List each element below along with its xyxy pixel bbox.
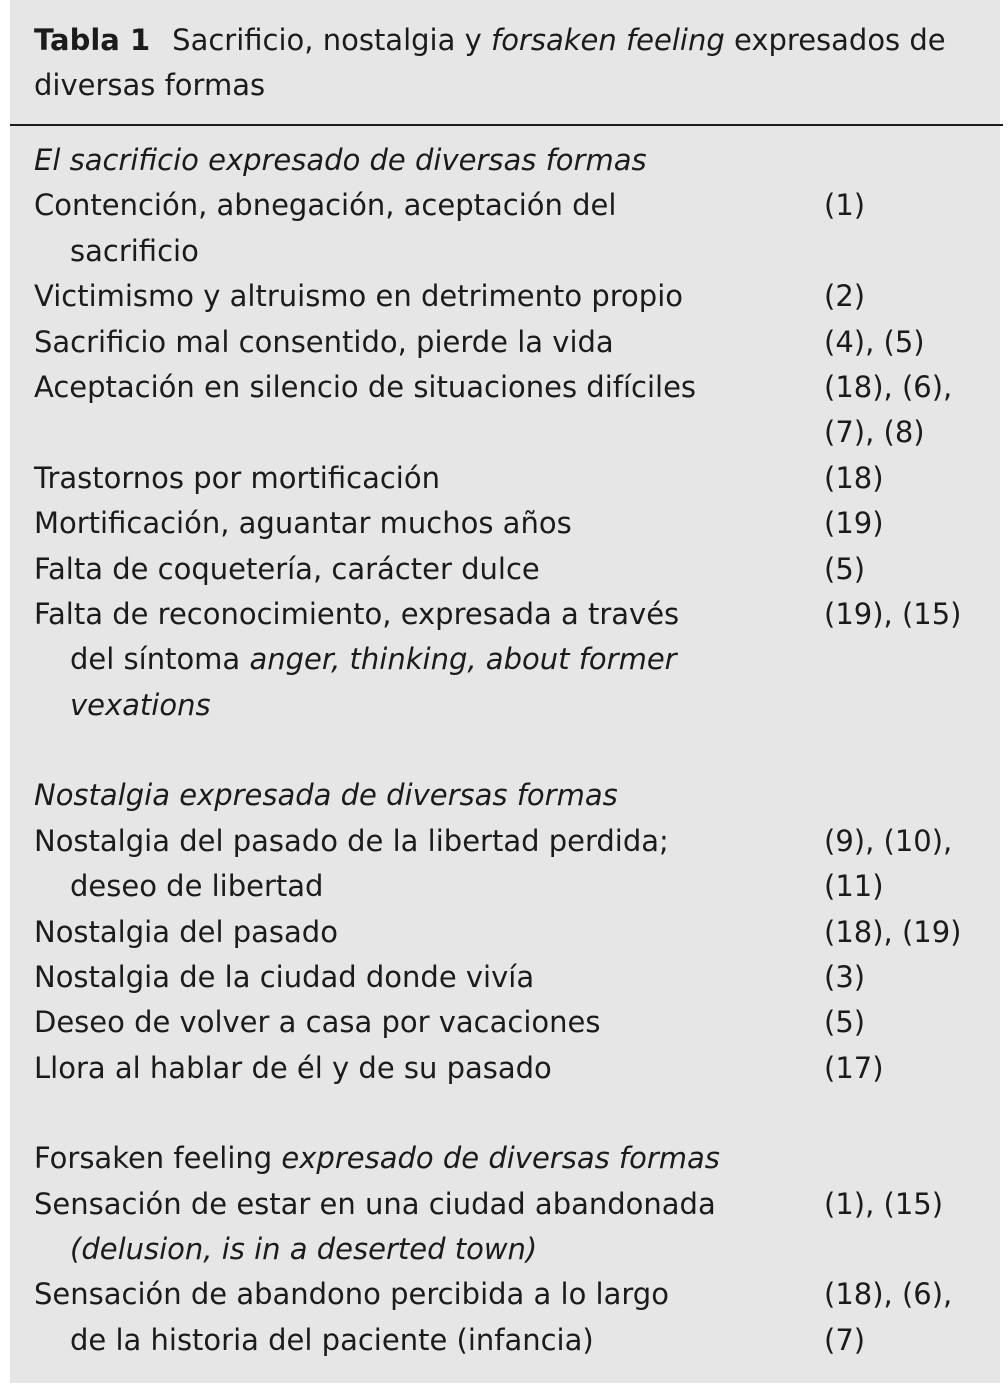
row-references: (1) <box>824 188 866 223</box>
row-description: Sacrificio mal consentido, pierde la vida <box>34 324 614 359</box>
row-description-continued <box>34 637 824 682</box>
row-references: (2) <box>824 279 866 314</box>
row-references: (5) <box>824 1005 866 1040</box>
section-heading-upright: Forsaken feeling <box>34 1141 273 1176</box>
row-description: Contención, abnegación, aceptación del <box>34 188 617 223</box>
row-description: Llora al hablar de él y de su pasado <box>34 1050 552 1085</box>
row-references: (18) <box>824 460 884 495</box>
row-description-italic-continued: (delusion, is in a deserted town) <box>70 1231 538 1266</box>
row-description: Falta de reconocimiento, expresada a través <box>34 597 680 632</box>
row-references: (18), (19) <box>824 914 962 949</box>
table-row <box>34 819 994 910</box>
table-row <box>34 274 994 319</box>
data-table <box>34 138 994 1363</box>
section-heading-sacrificio: El sacrificio expresado de diversas formas <box>34 143 647 177</box>
row-description-plain: del síntoma <box>70 642 250 677</box>
row-description: Nostalgia del pasado <box>34 914 338 949</box>
row-description: Nostalgia de la ciudad donde vivía <box>34 959 535 994</box>
table-row <box>34 365 994 456</box>
header-rule <box>10 124 1003 126</box>
table-row <box>34 183 994 274</box>
section-spacer <box>34 728 994 773</box>
table-row <box>34 1182 994 1273</box>
row-description: Mortificación, aguantar muchos años <box>34 506 572 541</box>
row-description-italic: anger, thinking, about former <box>249 642 677 677</box>
row-description-continued: sacrificio <box>70 233 199 268</box>
table-row <box>34 1000 994 1045</box>
row-description: Sensación de estar en una ciudad abandonada <box>34 1186 716 1221</box>
table-row <box>34 547 994 592</box>
section-heading-italic: expresado de diversas formas <box>272 1141 720 1176</box>
table-label: Tabla 1 <box>34 23 151 57</box>
row-references: (9), (10), <box>824 823 953 858</box>
row-references: (17) <box>824 1050 884 1085</box>
row-references: (19), (15) <box>824 597 962 632</box>
row-references: (1), (15) <box>824 1186 944 1221</box>
row-references-continued: (11) <box>824 869 884 904</box>
row-references-continued: (7), (8) <box>824 415 925 450</box>
row-references: (18), (6), <box>824 1277 953 1312</box>
table-row <box>34 1046 994 1091</box>
row-description-continued: de la historia del paciente (infancia) <box>70 1322 594 1357</box>
row-references-continued: (7) <box>824 1322 866 1357</box>
row-description: Trastornos por mortificación <box>34 460 440 495</box>
row-description-italic-continued: vexations <box>70 687 211 722</box>
caption-text-italic: forsaken feeling <box>490 23 725 57</box>
row-description: Nostalgia del pasado de la libertad perdida; <box>34 823 669 858</box>
table-row <box>34 501 994 546</box>
section-heading-forsaken <box>34 1136 994 1181</box>
section-heading-nostalgia: Nostalgia expresada de diversas formas <box>34 778 618 813</box>
row-description: Falta de coquetería, carácter dulce <box>34 551 540 586</box>
row-references: (4), (5) <box>824 324 925 359</box>
row-description-continued: deseo de libertad <box>70 869 324 904</box>
section-spacer <box>34 1091 994 1136</box>
caption-text-before: Sacrificio, nostalgia y <box>172 23 491 57</box>
table-row <box>34 1272 994 1363</box>
row-description: Deseo de volver a casa por vacaciones <box>34 1005 601 1040</box>
table-row <box>34 456 994 501</box>
table-row <box>34 955 994 1000</box>
row-references: (19) <box>824 506 884 541</box>
row-references: (5) <box>824 551 866 586</box>
table-row <box>34 592 994 728</box>
row-description: Victimismo y altruismo en detrimento propio <box>34 279 684 314</box>
row-references: (18), (6), <box>824 370 953 405</box>
row-description: Sensación de abandono percibida a lo largo <box>34 1277 669 1312</box>
row-references: (3) <box>824 959 866 994</box>
table-row <box>34 320 994 365</box>
table-row <box>34 910 994 955</box>
table-caption <box>34 18 984 108</box>
row-description: Aceptación en silencio de situaciones difíciles <box>34 370 697 405</box>
caption-text-after: expresados de diversas formas <box>34 23 946 102</box>
